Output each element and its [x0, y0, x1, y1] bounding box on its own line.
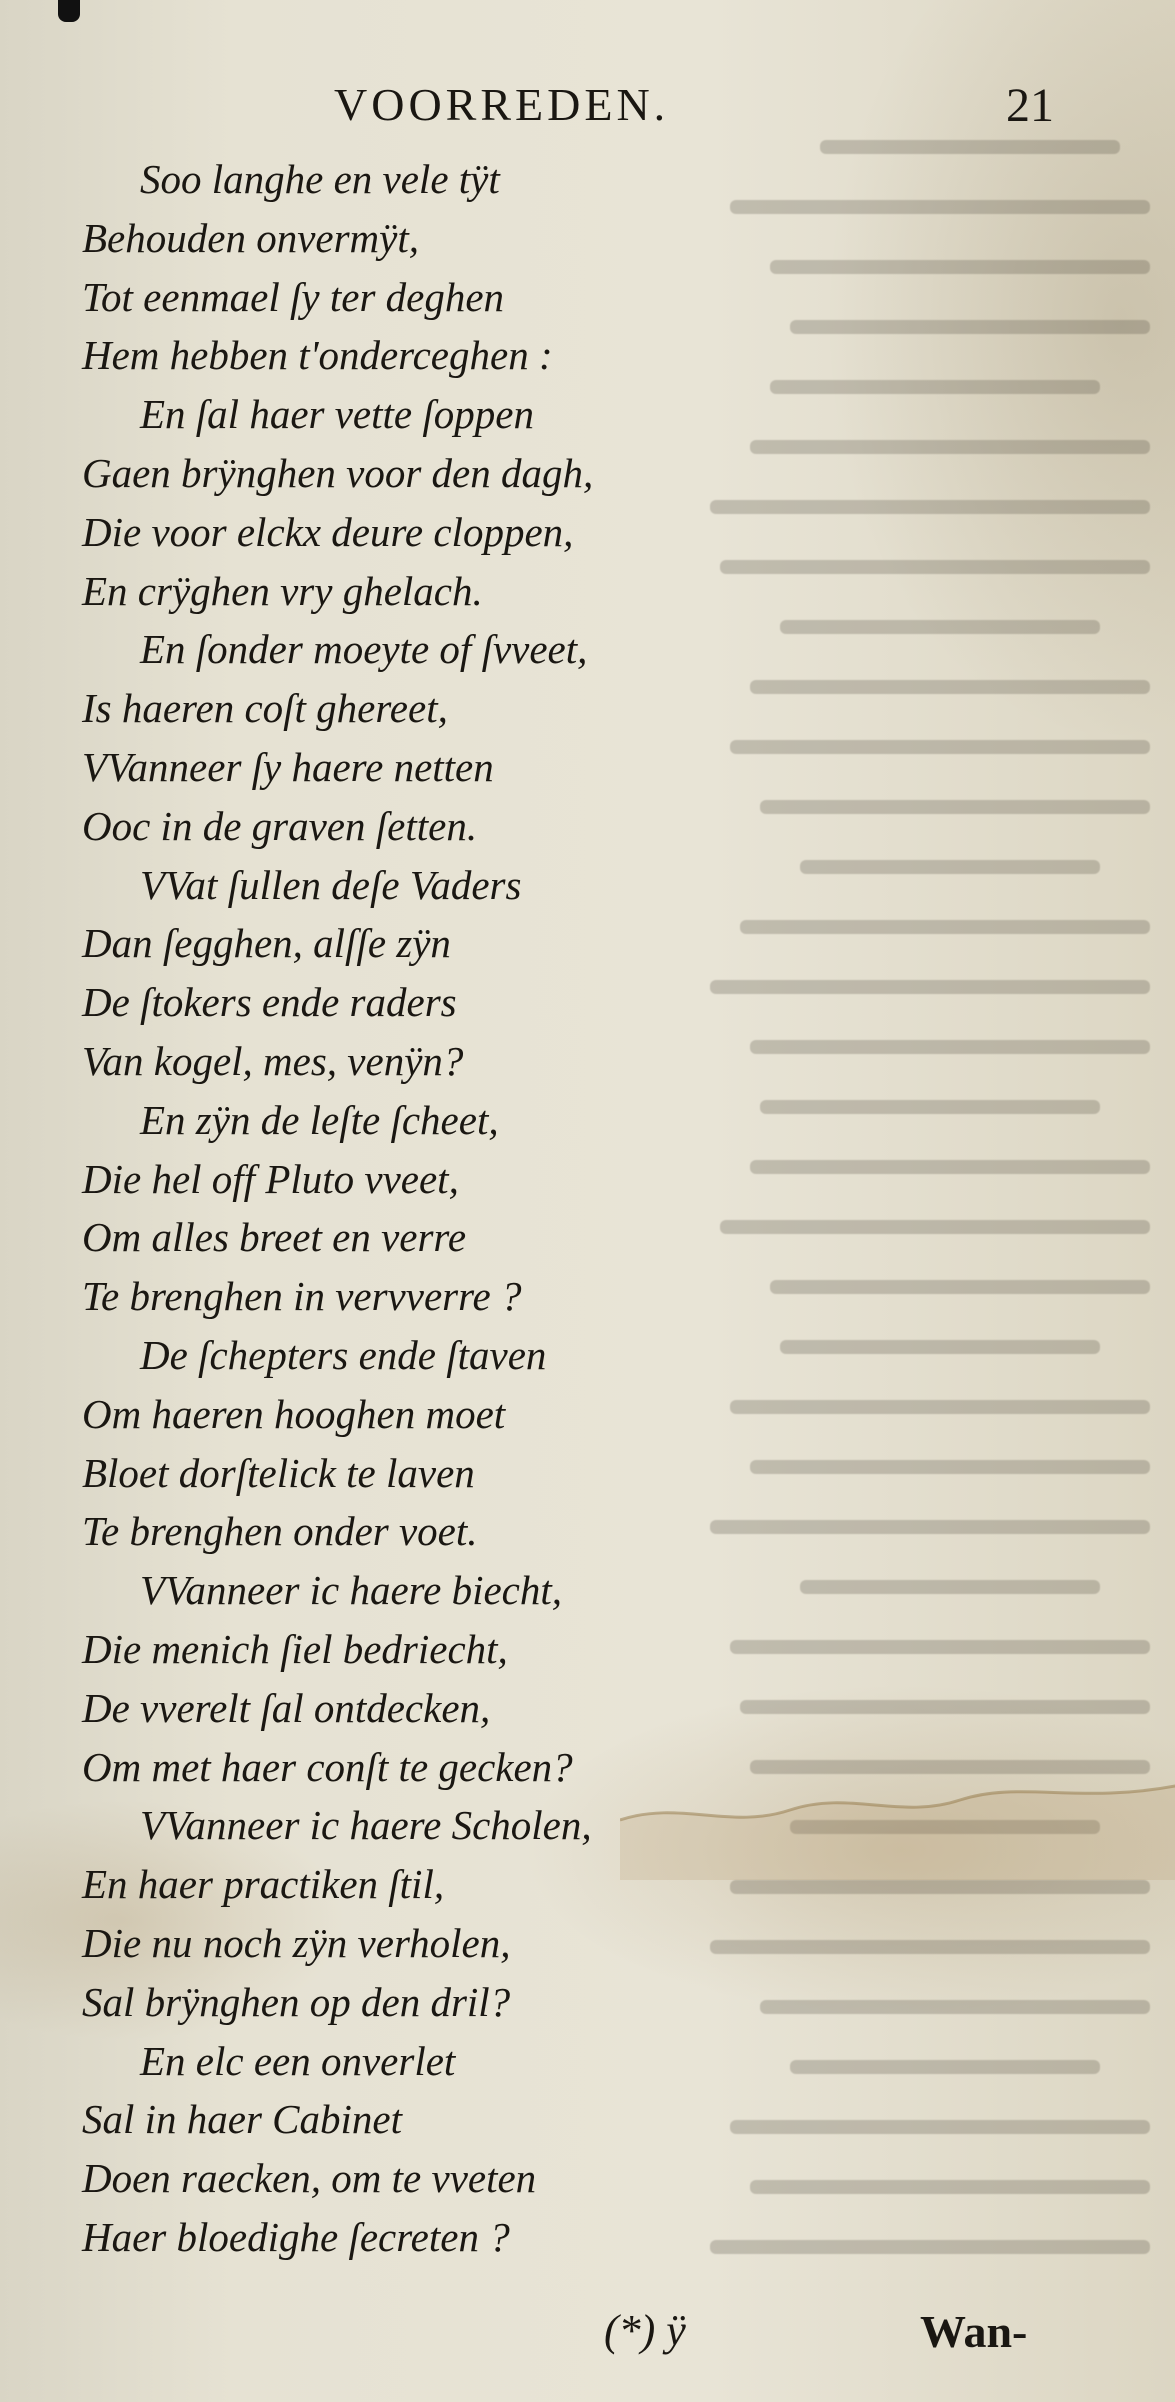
- verse-line: VVanneer ic haere Scholen,: [140, 1802, 592, 1849]
- verse-line: En zÿn de leſte ſcheet,: [140, 1096, 499, 1143]
- verse-line: Behouden onvermÿt,: [82, 214, 419, 261]
- verse-line: En haer practiken ſtil,: [82, 1861, 445, 1908]
- page-number: 21: [1006, 79, 1054, 132]
- page-corner-mark: [58, 0, 80, 22]
- verse-line: Sal brÿnghen op den dril?: [82, 1978, 511, 2025]
- verse-line: Van kogel, mes, venÿn?: [82, 1037, 464, 1084]
- verse-line: Tot eenmael ſy ter deghen: [82, 273, 505, 320]
- verse-line: Die hel off Pluto vveet,: [82, 1155, 459, 1202]
- verse-line: Soo langhe en vele tÿt: [140, 156, 500, 202]
- verse-line: De ſtokers ende raders: [82, 979, 457, 1026]
- verse-line: Te brenghen onder voet.: [82, 1508, 478, 1555]
- verse-line: Om alles breet en verre: [82, 1214, 467, 1261]
- signature-mark: (*) ÿ: [604, 2306, 686, 2355]
- verse-line: Bloet dorſtelick te laven: [82, 1449, 475, 1496]
- verse-line: Is haeren coſt ghereet,: [82, 685, 448, 732]
- verse-line: En ſonder moeyte of ſvveet,: [140, 626, 588, 673]
- verse-line: Te brenghen in vervverre ?: [82, 1273, 522, 1320]
- verse-line: Hem hebben t'onderceghen :: [82, 332, 553, 379]
- verse-line: Dan ſegghen, alſſe zÿn: [82, 920, 451, 967]
- verse-line: Doen raecken, om te vveten: [82, 2155, 537, 2202]
- verse-line: Gaen brÿnghen voor den dagh,: [82, 449, 594, 496]
- verse-line: Om haeren hooghen moet: [82, 1390, 506, 1437]
- page-footer: [0, 2305, 1175, 2375]
- page-header: [0, 78, 1175, 138]
- verse-block: [0, 150, 760, 2267]
- verse-line: Sal in haer Cabinet: [82, 2096, 403, 2143]
- verse-line: VVat ſullen deſe Vaders: [140, 861, 522, 908]
- verse-line: Die voor elckx deure cloppen,: [82, 508, 574, 555]
- verse-line: De vverelt ſal ontdecken,: [82, 1684, 491, 1731]
- verse-line: Die nu noch zÿn verholen,: [82, 1919, 511, 1966]
- verse-line: VVanneer ſy haere netten: [82, 743, 494, 790]
- verse-line: Om met haer conſt te gecken?: [82, 1743, 573, 1790]
- verse-line: Ooc in de graven ſetten.: [82, 802, 478, 849]
- verse-line: Haer bloedighe ſecreten ?: [82, 2213, 510, 2260]
- verse-line: En elc een onverlet: [140, 2037, 456, 2084]
- running-head: VOORREDEN.: [334, 79, 670, 130]
- verse-line: En ſal haer vette ſoppen: [140, 391, 534, 438]
- catchword: Wan-: [920, 2306, 1028, 2357]
- verse-line: De ſchepters ende ſtaven: [140, 1331, 547, 1378]
- verse-line: En crÿghen vry ghelach.: [82, 567, 483, 614]
- verse-line: VVanneer ic haere biecht,: [140, 1567, 562, 1614]
- verse-line: Die menich ſiel bedriecht,: [82, 1625, 508, 1672]
